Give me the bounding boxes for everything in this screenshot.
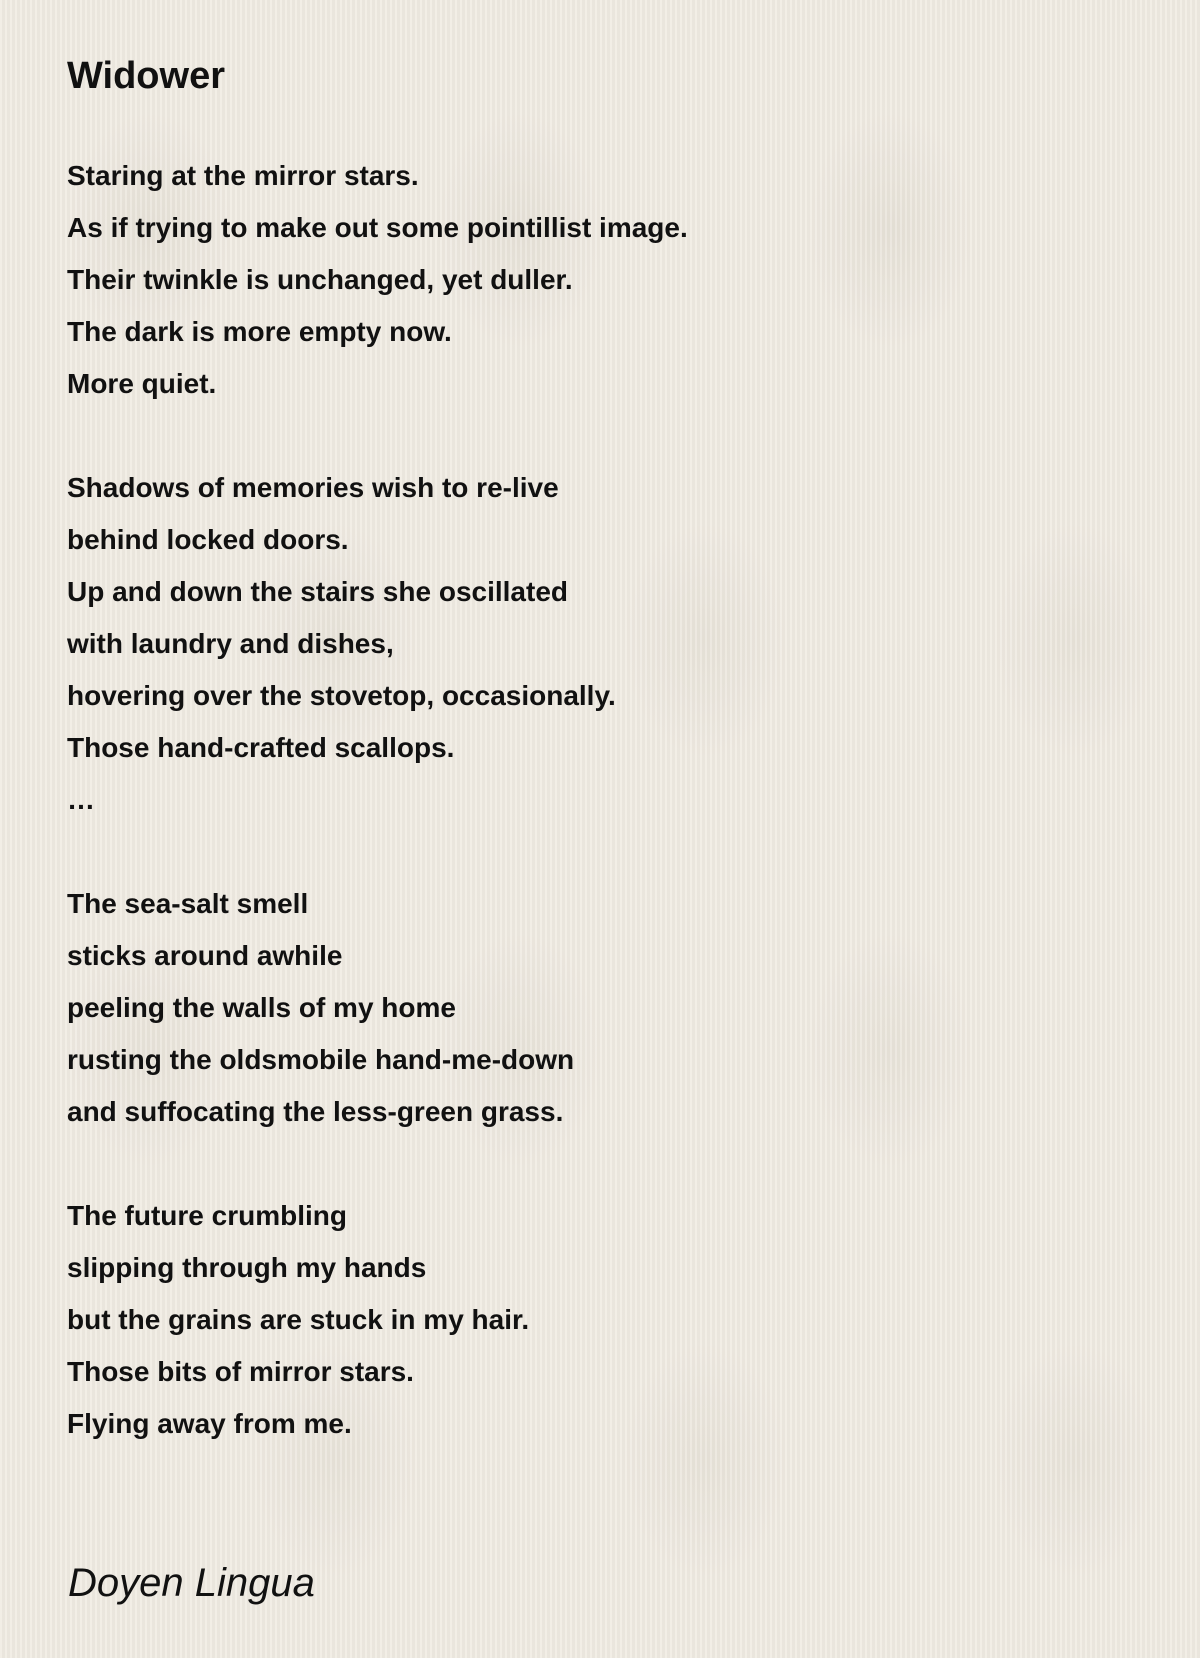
poem-line: The dark is more empty now. <box>67 316 452 347</box>
poem-line: Their twinkle is unchanged, yet duller. <box>67 264 573 295</box>
stanza-3 <box>67 878 1147 1138</box>
poem-line: Those hand-crafted scallops. <box>67 732 455 763</box>
poem-line: As if trying to make out some pointillist image. <box>67 212 688 243</box>
poem-body <box>67 150 1147 1502</box>
stanza-1 <box>67 150 1147 410</box>
poem-line: and suffocating the less-green grass. <box>67 1096 564 1127</box>
stanza-2 <box>67 462 1147 826</box>
stanza-4 <box>67 1190 1147 1450</box>
poem-line: Those bits of mirror stars. <box>67 1356 414 1387</box>
poem-line: sticks around awhile <box>67 940 343 971</box>
poem-line: Staring at the mirror stars. <box>67 160 419 191</box>
poem-line: slipping through my hands <box>67 1252 427 1283</box>
poem-line: but the grains are stuck in my hair. <box>67 1304 530 1335</box>
poem-line: hovering over the stovetop, occasionally. <box>67 680 616 711</box>
poem-line: … <box>67 784 95 815</box>
poem-line: Up and down the stairs she oscillated <box>67 576 568 607</box>
poem-line: behind locked doors. <box>67 524 349 555</box>
poem-line: peeling the walls of my home <box>67 992 456 1023</box>
poem-line: The future crumbling <box>67 1200 347 1231</box>
poem-line: More quiet. <box>67 368 217 399</box>
poem-line: Shadows of memories wish to re-live <box>67 472 559 503</box>
poem-line: rusting the oldsmobile hand-me-down <box>67 1044 575 1075</box>
poem-line: with laundry and dishes, <box>67 628 394 659</box>
poem-line: Flying away from me. <box>67 1408 352 1439</box>
poem-author: Doyen Lingua <box>68 1561 315 1605</box>
poem-title: Widower <box>67 55 225 97</box>
poem-line: The sea-salt smell <box>67 888 309 919</box>
